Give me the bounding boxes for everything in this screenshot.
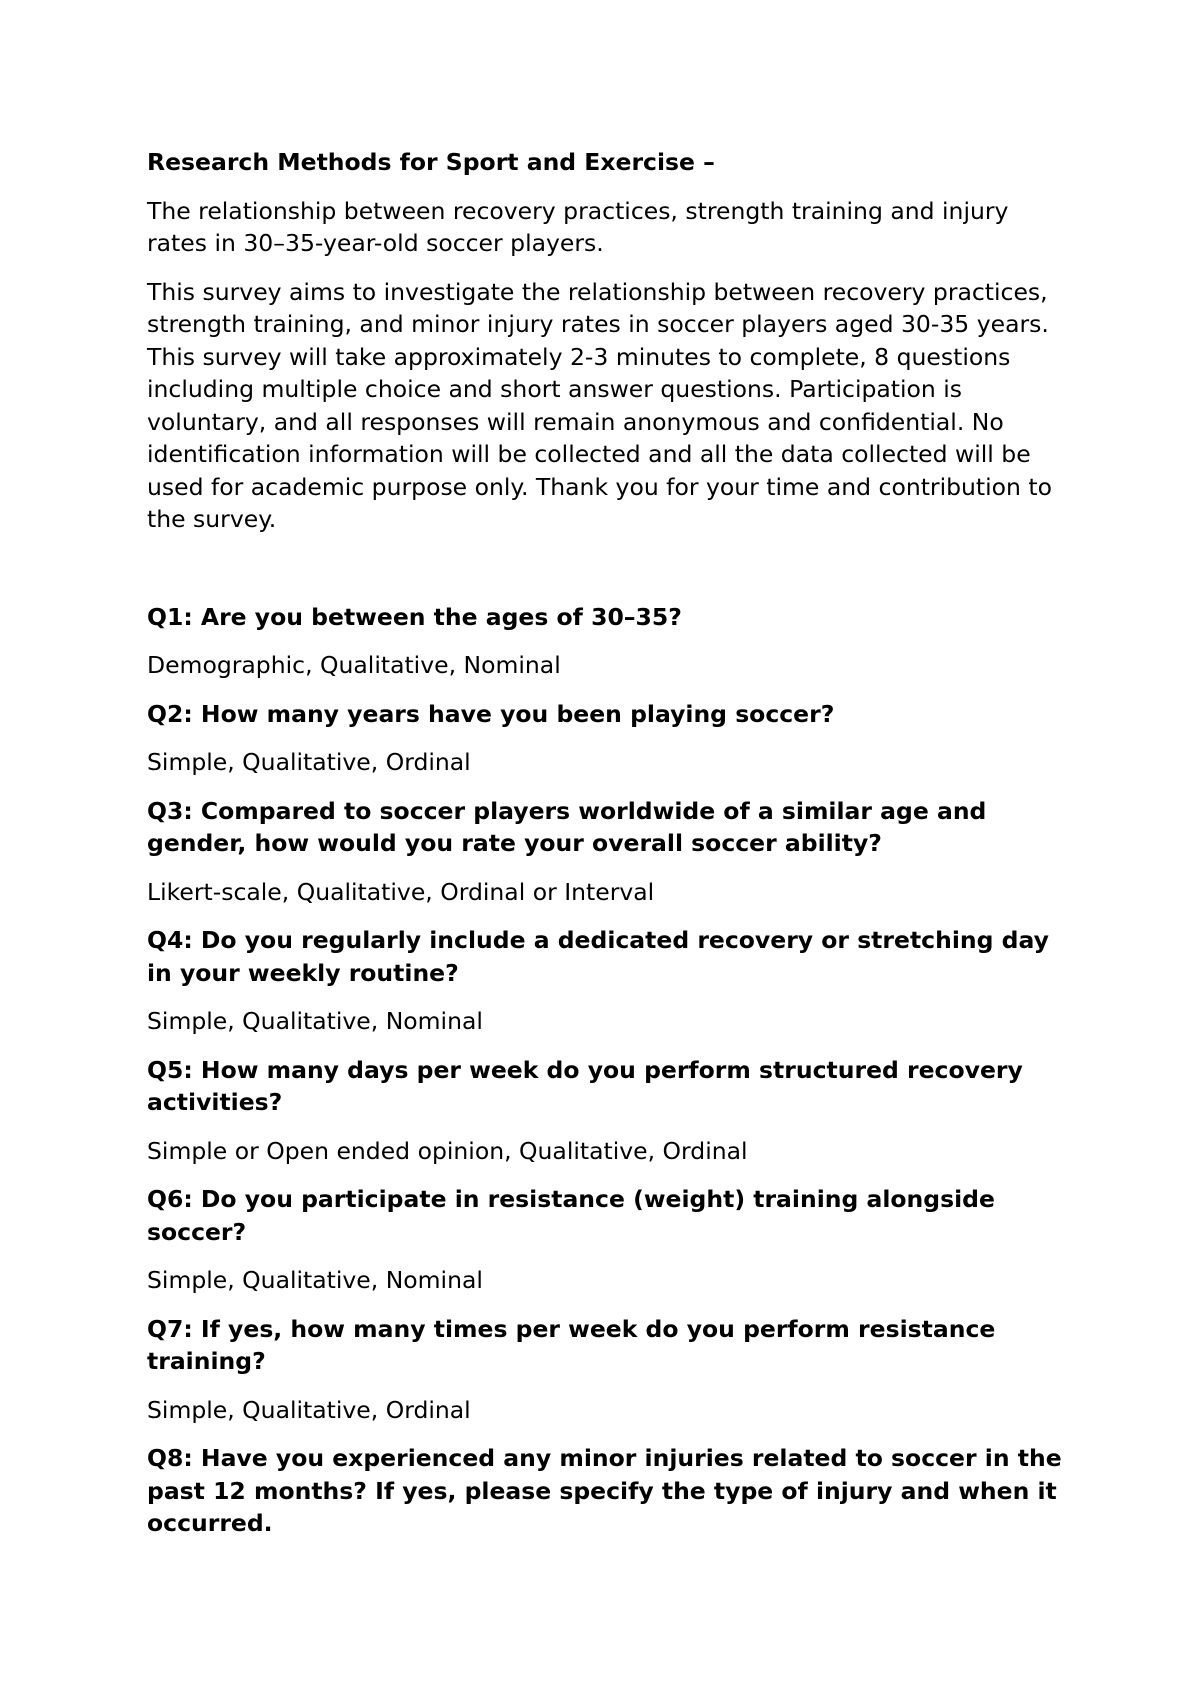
question-1-type: Demographic, Qualitative, Nominal xyxy=(147,651,561,679)
question-3: Q3: Compared to soccer players worldwide of a similar age and gender, how would you rate your overall soccer ability? xyxy=(147,796,987,857)
question-8: Q8: Have you experienced any minor injuries related to soccer in the past 12 months? If yes, please specify the type of injury and when it occurred. xyxy=(147,1444,1062,1537)
document-subtitle: The relationship between recovery practices, strength training and injury rates in 30–35-year-old soccer players. xyxy=(147,196,1009,257)
document-title: Research Methods for Sport and Exercise – xyxy=(147,148,715,176)
question-4: Q4: Do you regularly include a dedicated recovery or stretching day in your weekly routine? xyxy=(147,926,1049,987)
question-5-type: Simple or Open ended opinion, Qualitative, Ordinal xyxy=(147,1136,748,1165)
question-list xyxy=(147,601,1067,1540)
survey-introduction: This survey aims to investigate the relationship between recovery practices, strength training, and minor injury rates in soccer players aged 30-35 years. This survey will take approximately 2-3 minutes to complete, 8 questions including multiple choice and short answer questions. Participation is voluntary, and all responses will remain anonymous and confidential. No identification information will be collected and all the data collected will be used for academic purpose only. Thank you for your time and contribution to the survey. xyxy=(147,277,1053,533)
document-content xyxy=(147,146,1067,1556)
question-7: Q7: If yes, how many times per week do you perform resistance training? xyxy=(147,1314,996,1375)
question-2-type: Simple, Qualitative, Ordinal xyxy=(147,748,471,776)
question-3-type: Likert-scale, Qualitative, Ordinal or Interval xyxy=(147,877,655,906)
question-6-type: Simple, Qualitative, Nominal xyxy=(147,1266,483,1294)
question-4-type: Simple, Qualitative, Nominal xyxy=(147,1007,483,1035)
question-1: Q1: Are you between the ages of 30–35? xyxy=(147,602,682,631)
question-5: Q5: How many days per week do you perform structured recovery activities? xyxy=(147,1055,1023,1116)
question-7-type: Simple, Qualitative, Ordinal xyxy=(147,1395,471,1424)
question-2: Q2: How many years have you been playing soccer? xyxy=(147,699,835,728)
question-6: Q6: Do you participate in resistance (weight) training alongside soccer? xyxy=(147,1185,995,1246)
